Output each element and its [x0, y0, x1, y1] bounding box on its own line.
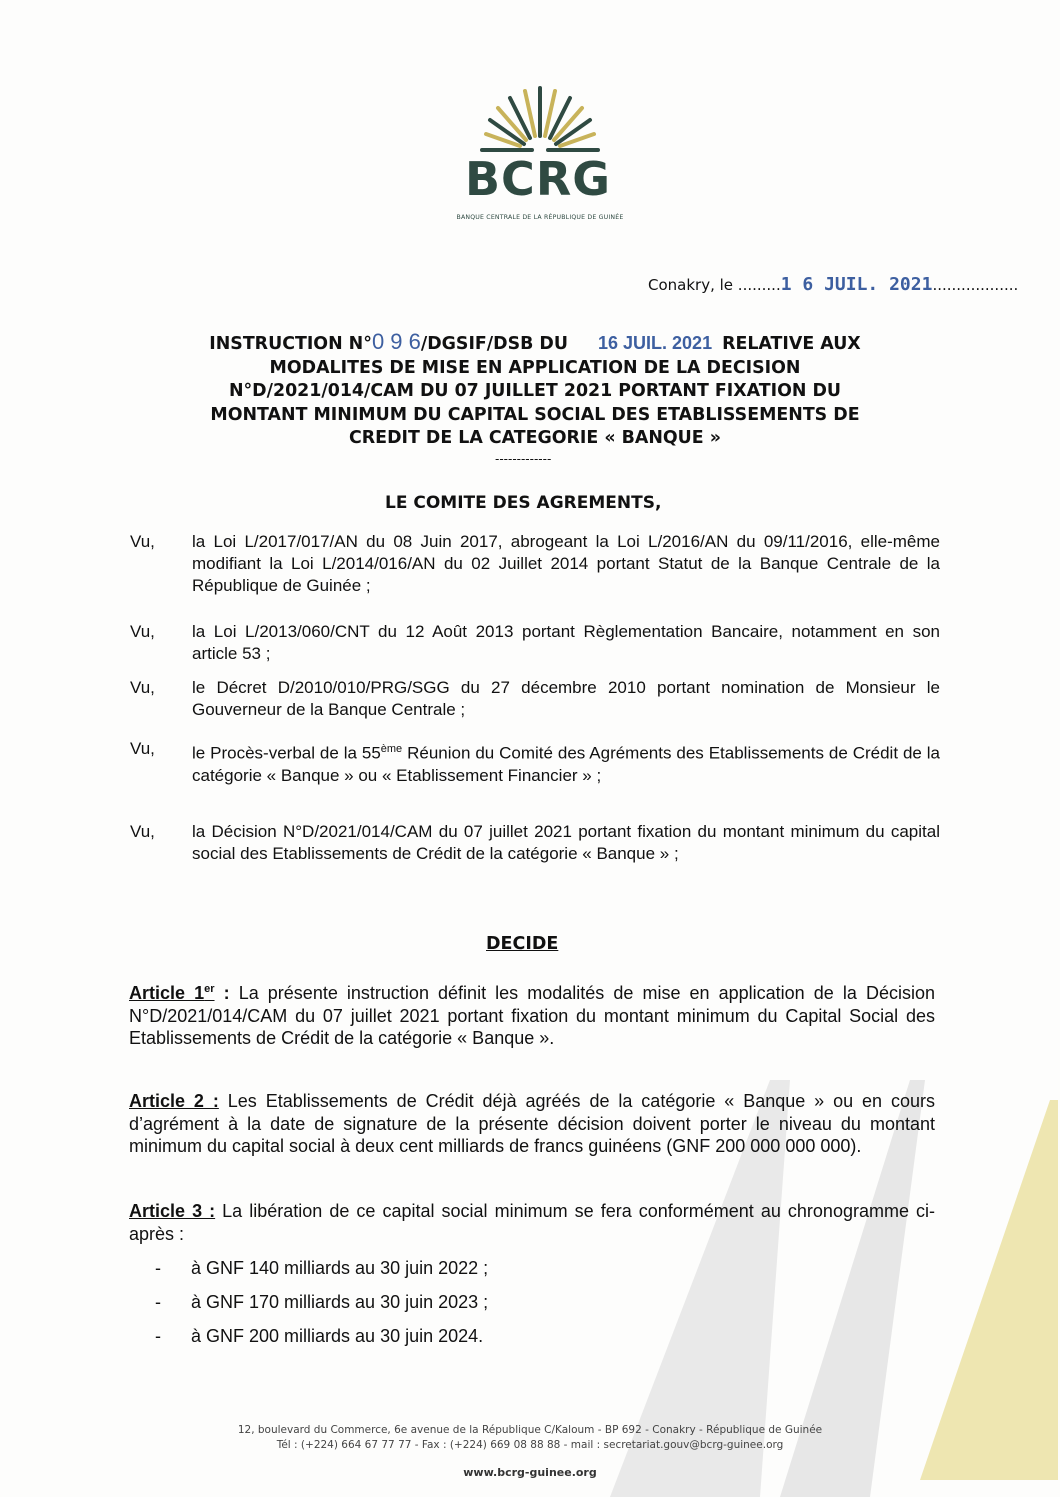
vu-text-part: Réunion du Comité des Agréments des Etablissements de Crédit de la catégorie « Banque » ou « Etablissement Financier » ;: [192, 743, 940, 785]
vu-label: Vu,: [130, 678, 155, 697]
article-3: [129, 1200, 935, 1245]
article-text: Les Etablissements de Crédit déjà agréés de la catégorie « Banque » ou en cours d’agrément à la date de signature de la présente décision doivent porter le niveau du montant minimum du capital social à deux cent milliards de francs guinéens (GNF 200 000 000 000).: [129, 1091, 935, 1156]
title-date-stamp: 16 JUIL. 2021: [598, 333, 713, 353]
article-separator: :: [214, 983, 230, 1003]
footer-website[interactable]: www.bcrg-guinee.org: [463, 1466, 597, 1479]
date-dots-after: ..................: [932, 276, 1019, 294]
vu-text: la Loi L/2017/017/AN du 08 Juin 2017, abrogeant la Loi L/2016/AN du 09/11/2016, elle-même modifiant la Loi L/2014/016/AN du 02 Juillet 2014 portant Statut de la Banque Centrale de la République de Guinée ;: [192, 532, 940, 595]
place-date-line: [648, 274, 1018, 295]
vu-label: Vu,: [130, 739, 155, 758]
vu-item: [130, 821, 940, 865]
title-prefix: INSTRUCTION N°: [209, 334, 372, 354]
logo-wordmark: BCRG: [465, 152, 611, 206]
vu-label: Vu,: [130, 822, 155, 841]
date-stamp: 1 6 JUIL. 2021: [780, 274, 933, 295]
footer-contact: Tél : (+224) 664 67 77 77 - Fax : (+224) 669 08 88 88 - mail : secretariat.gouv@bcrg-guinee.org: [276, 1439, 784, 1451]
schedule-text: à GNF 170 milliards au 30 juin 2023 ;: [191, 1292, 489, 1312]
article-label: Article 2 :: [129, 1091, 219, 1111]
vu-text: la Loi L/2013/060/CNT du 12 Août 2013 portant Règlementation Bancaire, notamment en son article 53 ;: [192, 622, 940, 663]
decide-heading: DECIDE: [486, 934, 559, 954]
vu-item: [130, 677, 940, 721]
title-suffix: RELATIVE AUX: [722, 334, 861, 354]
vu-label: Vu,: [130, 532, 155, 551]
bullet-dash: -: [155, 1292, 161, 1312]
schedule-text: à GNF 200 milliards au 30 juin 2024.: [191, 1326, 484, 1346]
article-text: La libération de ce capital social minimum se fera conformément au chronogramme ci-après :: [129, 1201, 936, 1244]
bullet-dash: -: [155, 1326, 161, 1346]
vu-text: la Décision N°D/2021/014/CAM du 07 juillet 2021 portant fixation du montant minimum du capital social des Etablissements de Crédit de la catégorie « Banque » ;: [192, 822, 940, 863]
title-line-2: MODALITES DE MISE EN APPLICATION DE LA DECISION: [269, 357, 801, 378]
footer-address: 12, boulevard du Commerce, 6e avenue de la République C/Kaloum - BP 692 - Conakry - République de Guinée: [237, 1424, 823, 1436]
title-line-4: MONTANT MINIMUM DU CAPITAL SOCIAL DES ETABLISSEMENTS DE: [210, 404, 860, 425]
bullet-dash: -: [155, 1258, 161, 1278]
vu-text: [192, 738, 940, 787]
title-line-1: [140, 330, 930, 357]
vu-item: [130, 531, 940, 597]
instruction-number-stamp: 0 9 6: [371, 329, 421, 354]
schedule-text: à GNF 140 milliards au 30 juin 2022 ;: [191, 1258, 489, 1278]
schedule-item: [155, 1292, 488, 1313]
vu-item: [130, 738, 940, 787]
title-separator: -------------: [495, 452, 552, 466]
vu-text: le Décret D/2010/010/PRG/SGG du 27 décembre 2010 portant nomination de Monsieur le Gouverneur de la Banque Centrale ;: [192, 678, 940, 719]
title-line-5: CREDIT DE LA CATEGORIE « BANQUE »: [349, 428, 721, 448]
vu-label: Vu,: [130, 622, 155, 641]
article-label: Article 3 :: [129, 1201, 216, 1221]
document-title: [140, 330, 930, 451]
bcrg-logo-emblem: [440, 78, 640, 228]
vu-text-part: le Procès-verbal de la 55: [192, 743, 381, 763]
logo-subtitle: BANQUE CENTRALE DE LA RÉPUBLIQUE DE GUINÉE: [456, 214, 624, 221]
vu-text-superscript: ème: [380, 743, 403, 755]
article-text: La présente instruction définit les modalités de mise en application de la Décision N°D/2021/014/CAM du 07 juillet 2021 portant fixation du montant minimum du Capital Social des Etablissements de Crédit de la catégorie « Banque ».: [129, 983, 935, 1048]
place-label: Conakry, le: [648, 276, 734, 294]
date-dots-before: .........: [737, 276, 781, 294]
vu-item: [130, 621, 940, 665]
schedule-item: [155, 1326, 483, 1347]
title-line-3: N°D/2021/014/CAM DU 07 JUILLET 2021 PORTANT FIXATION DU: [228, 381, 842, 401]
article-1: [129, 978, 935, 1050]
comite-heading: LE COMITE DES AGREMENTS,: [385, 493, 662, 513]
schedule-item: [155, 1258, 488, 1279]
article-2: [129, 1090, 935, 1158]
gold-stripe: [920, 1100, 1058, 1480]
article-label: Article 1er: [129, 983, 215, 1003]
title-mid: /DGSIF/DSB DU: [420, 334, 568, 354]
